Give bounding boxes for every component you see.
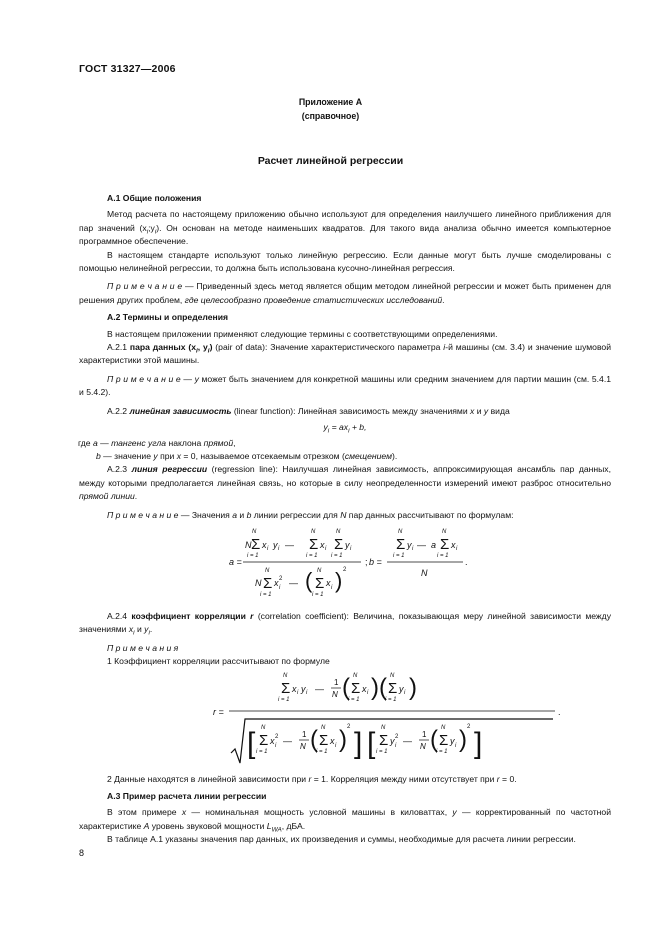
svg-text:a: a: [431, 539, 437, 550]
svg-text:i = 1: i = 1: [260, 591, 272, 598]
svg-text:N: N: [261, 724, 266, 731]
svg-text:): ): [409, 673, 417, 701]
svg-text:2: 2: [395, 733, 399, 740]
svg-text:r =: r =: [213, 706, 224, 717]
svg-text:i = 1: i = 1: [316, 748, 328, 755]
formula-r: [79, 669, 611, 767]
svg-text:N: N: [317, 567, 322, 574]
svg-text:N: N: [265, 567, 270, 574]
linear-equation: $y_i = ax_i + b$,: [323, 422, 367, 435]
svg-text:i = 1: i = 1: [256, 748, 268, 755]
svg-text:N: N: [398, 528, 403, 535]
note-1: 1 Коэффициент корреляции рассчитывают по формуле: [107, 656, 330, 667]
term-a23: А.2.3 линия регрессии (regression line): Наилучшая линейная зависимость, аппроксимирующая ансамбль пар данных, между которыми предполагается линейная связь, но которые в силу неопределенности измерений имеют разброс относительно прямой линии.: [79, 464, 611, 502]
svg-text:N: N: [300, 741, 306, 751]
svg-text:Σ: Σ: [334, 535, 344, 553]
svg-text:N: N: [441, 724, 446, 731]
svg-text:—: —: [283, 735, 292, 746]
svg-text:Σ: Σ: [259, 731, 269, 749]
term-a21-note: П р и м е ч а н и е — у может быть значением для конкретной машины или средним значением для партии машин (см. 5.4.1 и 5.4.2).: [79, 373, 611, 398]
term-a24: А.2.4 коэффициент корреляции r (correlation coefficient): Величина, показывающая меру линейной зависимости между значениями $x_i$ и $y_i$.: [79, 610, 611, 638]
svg-text:x: x: [262, 539, 267, 550]
svg-text:—: —: [315, 683, 324, 694]
svg-text:N: N: [353, 672, 358, 679]
svg-text:2: 2: [467, 723, 471, 730]
section-a1-note: П р и м е ч а н и е — Приведенный здесь метод является общим методом линейной регрессии и может быть применен для решения других проблем, где целесообразно проведение статистических исследований.: [79, 281, 612, 305]
svg-text:N: N: [252, 528, 257, 535]
svg-text:Σ: Σ: [251, 535, 261, 553]
svg-text:N: N: [255, 577, 262, 588]
svg-text:N: N: [420, 741, 426, 751]
svg-text:]: ]: [354, 726, 363, 760]
svg-text:i = 1: i = 1: [385, 696, 397, 703]
svg-text:): ): [339, 725, 347, 753]
annex-heading: [0, 95, 661, 123]
svg-text:i: i: [350, 545, 352, 552]
svg-text:i: i: [297, 689, 299, 696]
svg-text:N: N: [332, 689, 338, 699]
svg-text:a =: a =: [229, 556, 242, 567]
svg-text:N: N: [421, 567, 428, 578]
svg-text:Σ: Σ: [315, 574, 325, 592]
annex-type: (справочное): [301, 111, 360, 121]
section-a2-intro: В настоящем приложении применяют следующие термины с соответствующими определениями.: [107, 328, 498, 339]
svg-text:i: i: [331, 584, 333, 591]
svg-text:.: .: [465, 556, 468, 567]
svg-text:N: N: [336, 528, 341, 535]
svg-text:b =: b =: [369, 556, 382, 567]
svg-text:N: N: [283, 672, 288, 679]
svg-text:x: x: [330, 735, 335, 746]
svg-text:N: N: [245, 539, 252, 550]
svg-text:x: x: [362, 683, 367, 694]
svg-text:): ): [459, 725, 467, 753]
svg-text:i: i: [335, 742, 337, 749]
note-2: 2 Данные находятся в линейной зависимости при r = 1. Корреляция между ними отсутствует при r = 0.: [107, 773, 517, 784]
svg-text:]: ]: [474, 726, 483, 760]
svg-text:1: 1: [334, 677, 339, 687]
svg-text:N: N: [381, 724, 386, 731]
svg-text:[: [: [367, 726, 376, 760]
svg-text:Σ: Σ: [319, 731, 329, 749]
svg-text:i = 1: i = 1: [393, 552, 405, 559]
notes-label: П р и м е ч а н и я: [107, 642, 179, 653]
svg-text:;: ;: [365, 556, 368, 567]
svg-text:—: —: [417, 539, 426, 550]
svg-text:y: y: [399, 683, 404, 694]
svg-text:(: (: [342, 673, 350, 701]
svg-text:i: i: [325, 545, 327, 552]
section-a1-paragraph-1: Метод расчета по настоящему приложению обычно используют для определения наилучшего линейного приближения для пар значений $(x_i;y_i)$. Он основан на методе наименьших квадратов. Для такого вида анализа обычно имеется компьютерное программное обеспечение.: [79, 209, 611, 247]
term-a21: А.2.1 пара данных ($x_i$, $y_i$) (pair of data): Значение характеристического параметра i-й машины (см. 3.4) и значение шумовой характеристики этой машины.: [79, 342, 612, 366]
svg-text:[: [: [247, 726, 256, 760]
svg-text:Σ: Σ: [351, 679, 361, 697]
svg-text:—: —: [289, 577, 298, 588]
section-a1-heading: А.1 Общие положения: [107, 193, 202, 203]
svg-text:i = 1: i = 1: [437, 552, 449, 559]
svg-text:i: i: [455, 742, 457, 749]
svg-text:i: i: [275, 742, 277, 749]
svg-text:Σ: Σ: [281, 679, 291, 697]
svg-text:x: x: [326, 577, 331, 588]
formula-a-b: [79, 522, 611, 604]
svg-text:i: i: [306, 689, 308, 696]
svg-text:i = 1: i = 1: [376, 748, 388, 755]
page-number: 8: [79, 848, 85, 858]
svg-text:y: y: [301, 683, 306, 694]
svg-text:N: N: [311, 528, 316, 535]
svg-text:i: i: [279, 584, 281, 591]
svg-text:1: 1: [302, 729, 307, 739]
term-a22: А.2.2 линейная зависимость (linear function): Линейная зависимость между значениями x и y вида: [107, 405, 510, 416]
svg-text:y: y: [273, 539, 278, 550]
annex-label: Приложение А: [298, 97, 363, 107]
section-a1-paragraph-2: В настоящем стандарте используют только линейную регрессию. Если данные могут быть лучше смоделированы с помощью нелинейной регрессии, то должна быть использована кусочно-линейная регрессия.: [79, 249, 611, 274]
svg-text:(: (: [379, 673, 387, 701]
svg-text:i = 1: i = 1: [247, 552, 259, 559]
svg-text:x: x: [320, 539, 325, 550]
svg-text:): ): [371, 673, 379, 701]
term-a23-note: П р и м е ч а н и е — Значения а и b линии регрессии для N пар данных рассчитывают по формулам:: [107, 509, 514, 520]
svg-text:1: 1: [422, 729, 427, 739]
svg-text:2: 2: [279, 575, 283, 582]
section-a3-heading: А.3 Пример расчета линии регрессии: [107, 790, 267, 801]
svg-text:Σ: Σ: [309, 535, 319, 553]
svg-text:2: 2: [347, 723, 351, 730]
svg-text:x: x: [451, 539, 456, 550]
svg-text:(: (: [305, 567, 313, 593]
svg-text:i = 1: i = 1: [278, 696, 290, 703]
svg-text:N: N: [442, 528, 447, 535]
svg-text:N: N: [390, 672, 395, 679]
svg-text:Σ: Σ: [439, 731, 449, 749]
svg-text:Σ: Σ: [440, 535, 450, 553]
svg-text:.: .: [558, 706, 561, 717]
svg-text:): ): [335, 567, 343, 593]
svg-text:2: 2: [275, 733, 279, 740]
svg-text:y: y: [407, 539, 412, 550]
svg-text:i = 1: i = 1: [306, 552, 318, 559]
annex-title: Расчет линейной регрессии: [257, 155, 404, 167]
svg-text:y: y: [345, 539, 350, 550]
svg-text:y: y: [390, 735, 395, 746]
svg-text:2: 2: [343, 566, 347, 573]
document-code: ГОСТ 31327—2006: [79, 63, 176, 75]
svg-text:i: i: [395, 742, 397, 749]
svg-text:i: i: [412, 545, 414, 552]
section-a3-paragraph-1: В этом примере x — номинальная мощность условной машины в киловаттах, y — корректированный по частотной характеристике А уровень звуковой мощности $L_{WA}$, дБА.: [79, 807, 611, 834]
svg-text:x: x: [270, 735, 275, 746]
svg-text:Σ: Σ: [379, 731, 389, 749]
svg-text:Σ: Σ: [388, 679, 398, 697]
svg-text:Σ: Σ: [263, 574, 273, 592]
svg-text:(: (: [310, 725, 318, 753]
document-body: [79, 188, 611, 847]
svg-text:i: i: [367, 689, 369, 696]
svg-text:Σ: Σ: [396, 535, 406, 553]
svg-text:i = 1: i = 1: [312, 591, 324, 598]
svg-text:—: —: [285, 539, 294, 550]
svg-text:x: x: [292, 683, 297, 694]
svg-text:i = 1: i = 1: [436, 748, 448, 755]
svg-text:—: —: [403, 735, 412, 746]
section-a3-paragraph-2: В таблице А.1 указаны значения пар данных, их произведения и суммы, необходимые для расчета линии регрессии.: [107, 834, 576, 845]
where-b: b — значение y при x = 0, называемое отсекаемым отрезком (смещением).: [96, 450, 398, 461]
svg-text:y: y: [450, 735, 455, 746]
where-a: где а — тангенс угла наклона прямой,: [78, 437, 236, 448]
svg-text:i: i: [456, 545, 458, 552]
svg-text:i: i: [278, 545, 280, 552]
svg-text:i: i: [267, 545, 269, 552]
svg-text:(: (: [430, 725, 438, 753]
svg-text:x: x: [274, 577, 279, 588]
svg-text:N: N: [321, 724, 326, 731]
svg-text:i = 1: i = 1: [331, 552, 343, 559]
svg-text:i = 1: i = 1: [348, 696, 360, 703]
section-a2-heading: А.2 Термины и определения: [107, 312, 229, 323]
svg-text:i: i: [404, 689, 406, 696]
